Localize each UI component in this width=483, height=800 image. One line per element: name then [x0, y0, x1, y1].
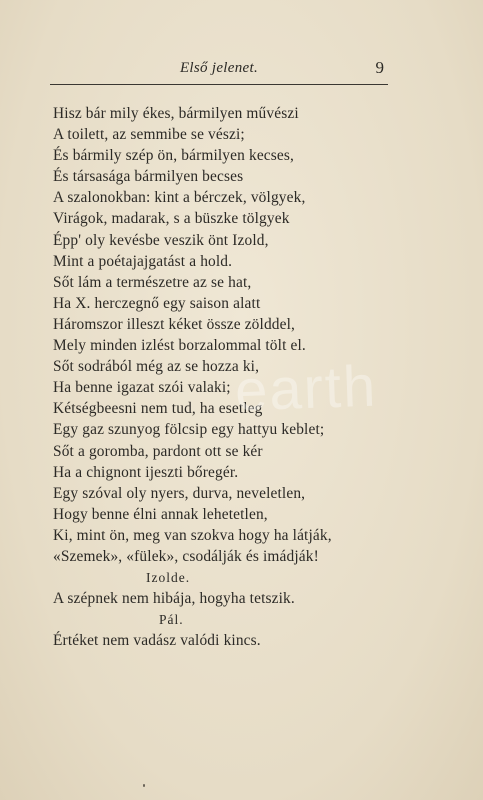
running-header: [50, 58, 388, 85]
verse-line: Mely minden izlést borzalommal tölt el.: [53, 337, 306, 355]
speaker-name: Izolde.: [146, 570, 191, 586]
verse-line: Ha X. herczegnő egy saison alatt: [53, 294, 261, 312]
verse-line: Virágok, madarak, s a büszke tölgyek: [53, 210, 290, 228]
verse-line: A toilett, az semmibe se vészi;: [53, 126, 245, 144]
verse-line: És bármily szép ön, bármilyen kecses,: [53, 147, 295, 165]
ink-speck: [143, 784, 145, 787]
verse-line: Mint a poétajajgatást a hold.: [53, 252, 233, 270]
verse-line: Sőt lám a természetre az se hat,: [53, 273, 252, 291]
verse-line: Hogy benne élni annak lehetetlen,: [53, 505, 268, 523]
verse-line: Sőt sodrából még az se hozza ki,: [53, 358, 260, 376]
verse-line: Ha benne igazat szói valaki;: [53, 379, 231, 397]
verse-line: Háromszor illeszt kéket össze zölddel,: [53, 315, 296, 333]
verse-line: Ki, mint ön, meg van szokva hogy ha látják,: [53, 526, 332, 544]
verse-line: A szépnek nem hibája, hogyha tetszik.: [53, 590, 295, 608]
verse-line: Kétségbeesni nem tud, ha esetleg: [53, 400, 263, 418]
verse-line: Egy gaz szunyog fölcsip egy hattyu keblet;: [53, 421, 325, 439]
verse-line: Sőt a goromba, pardont ott se kér: [53, 442, 263, 460]
page-number: 9: [375, 58, 384, 77]
verse-body: [53, 103, 398, 651]
watermark: earth: [233, 353, 379, 424]
verse-line: A szalonokban: kint a bérczek, völgyek,: [53, 189, 306, 207]
verse-line: Egy szóval oly nyers, durva, neveletlen,: [53, 484, 306, 502]
verse-line: Hisz bár mily ékes, bármilyen művészi: [53, 105, 299, 122]
verse-line: «Szemek», «fülek», csodálják és imádják!: [53, 547, 319, 565]
speaker-name: Pál.: [159, 612, 184, 628]
verse-line: Épp' oly kevésbe veszik önt Izold,: [53, 231, 269, 249]
verse-line: Ha a chignont ijeszti bőregér.: [53, 463, 239, 481]
verse-line: És társasága bármilyen becses: [53, 168, 244, 186]
chapter-title: Első jelenet.: [179, 60, 259, 76]
verse-line: Értéket nem vadász valódi kincs.: [53, 632, 261, 650]
